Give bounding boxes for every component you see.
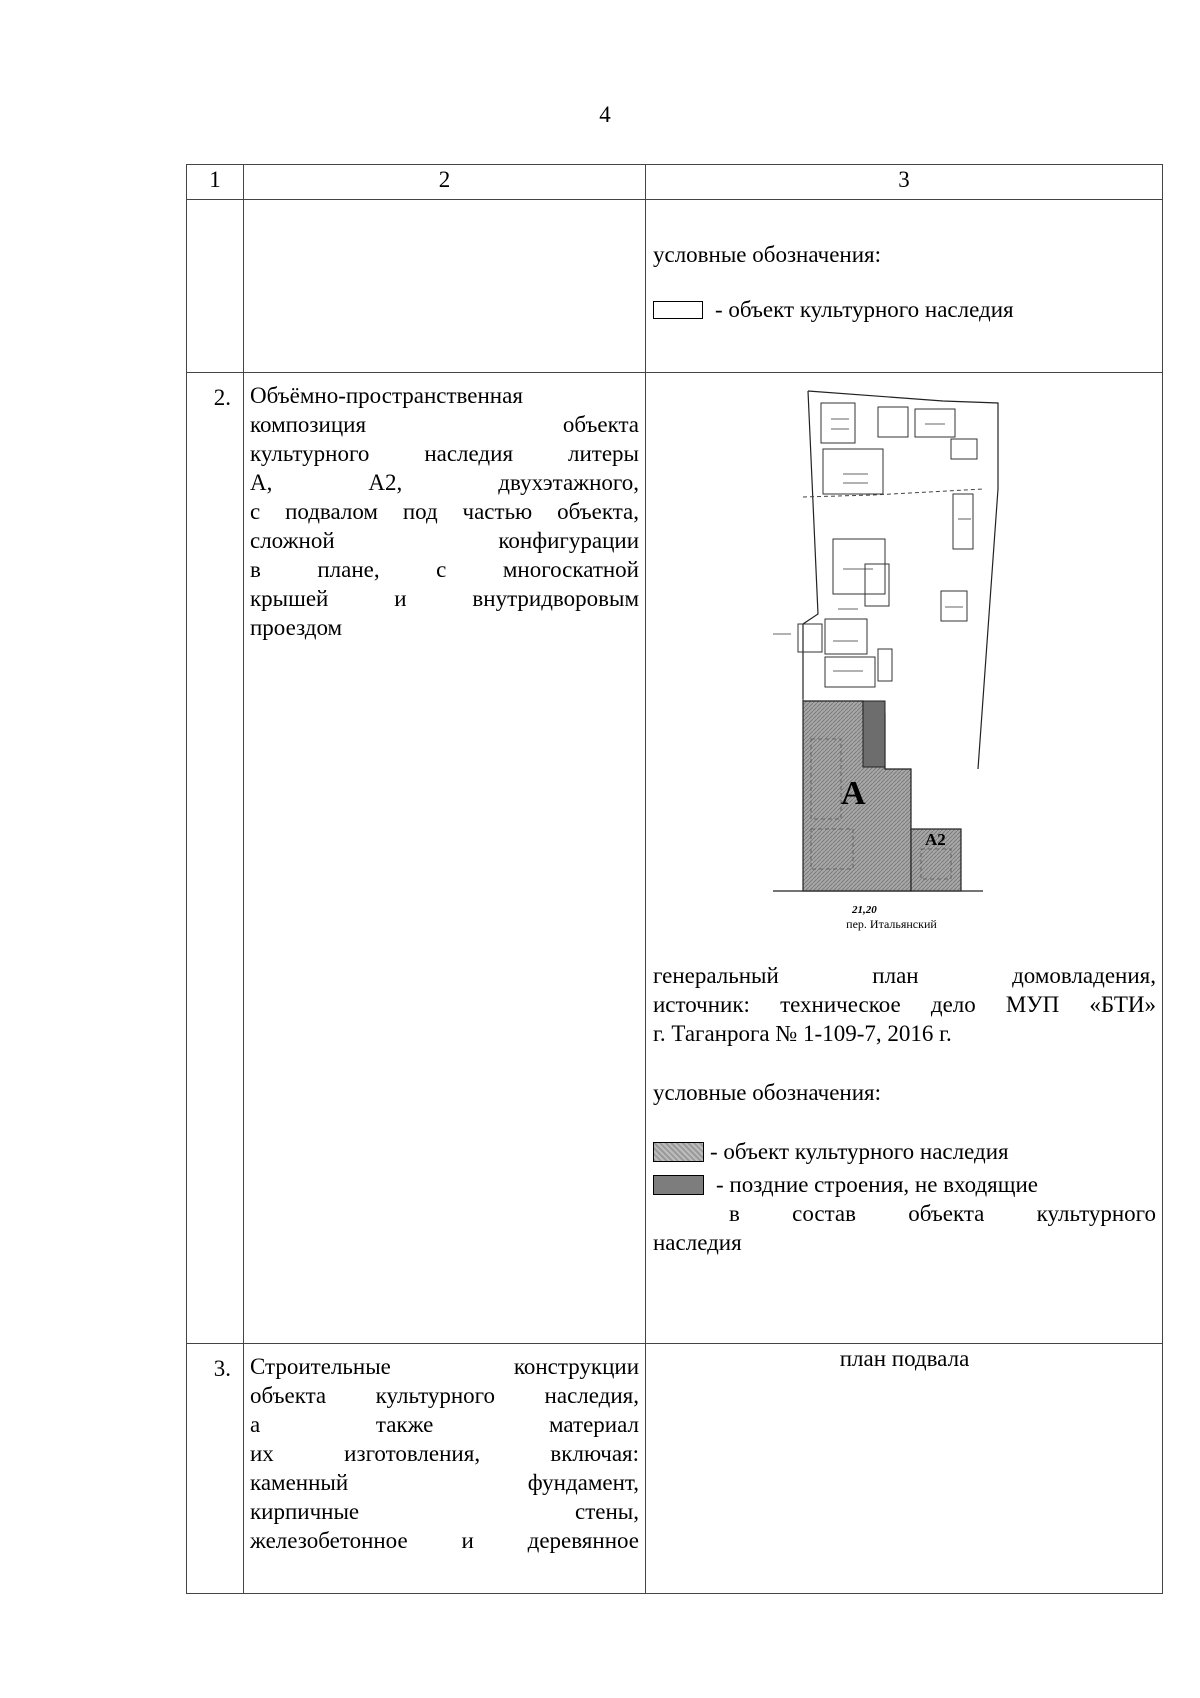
desc-line: Строительные конструкции	[250, 1354, 639, 1379]
source-line: генеральный план домовладения,	[653, 963, 1156, 988]
legend-title: условные обозначения:	[653, 1080, 882, 1105]
desc-line: с подвалом под частью объекта,	[250, 499, 639, 524]
legend-label: - поздние строения, не входящие	[716, 1172, 1038, 1197]
outline-swatch-icon	[653, 301, 703, 319]
legend-row	[653, 1170, 1156, 1199]
header-cell-2: 2	[244, 165, 646, 200]
page-number: 4	[599, 102, 611, 127]
basement-plan-title: план подвала	[839, 1346, 970, 1371]
source-line: источник: техническое дело МУП «БТИ»	[653, 992, 1156, 1017]
row2-description	[244, 373, 646, 1344]
legend	[653, 1137, 1156, 1257]
row2-number: 2.	[187, 373, 244, 1344]
legend-label: - объект культурного наследия	[715, 297, 1014, 322]
legend-row	[653, 295, 1156, 324]
desc-line: а также материал	[250, 1412, 639, 1437]
table-row	[187, 200, 1163, 373]
table-header-row	[187, 165, 1163, 200]
header-cell-3: 3	[646, 165, 1163, 200]
lot-boundary-left	[803, 391, 818, 699]
row3-number: 3.	[187, 1344, 244, 1594]
table-row	[187, 1344, 1163, 1594]
yard-line	[803, 489, 983, 497]
legend-label-cont: в состав объекта культурного	[729, 1201, 1156, 1226]
heritage-table	[186, 164, 1163, 1594]
desc-line: крышей и внутридворовым	[250, 586, 639, 611]
desc-line: культурного наследия литеры	[250, 441, 639, 466]
row1-legend-cell	[646, 200, 1163, 373]
bottom-dimension: 21,20	[852, 904, 877, 916]
legend-label-cont: наследия	[653, 1230, 742, 1255]
hatched-swatch-icon	[653, 1142, 704, 1162]
desc-line: объекта культурного наследия,	[250, 1383, 639, 1408]
desc-line: каменный фундамент,	[250, 1470, 639, 1495]
desc-line: Объёмно-пространственная	[250, 383, 523, 408]
label-a: А	[841, 775, 866, 812]
header-cell-1: 1	[187, 165, 244, 200]
site-plan	[653, 379, 1156, 1001]
row1-desc-cell	[244, 200, 646, 373]
desc-line: их изготовления, включая:	[250, 1441, 639, 1466]
desc-line: проездом	[250, 615, 343, 640]
legend-label: - объект культурного наследия	[710, 1139, 1009, 1164]
street-label: пер. Итальянский	[846, 917, 937, 931]
source-line: г. Таганрога № 1-109-7, 2016 г.	[653, 1021, 952, 1046]
legend-title: условные обозначения:	[653, 242, 882, 267]
table-row	[187, 373, 1163, 1344]
later-structure	[863, 701, 885, 767]
row3-description	[244, 1344, 646, 1594]
row2-plan-cell	[646, 373, 1163, 1344]
desc-line: композиция объекта	[250, 412, 639, 437]
desc-line: сложной конфигурации	[250, 528, 639, 553]
desc-line: А, А2, двухэтажного,	[250, 470, 639, 495]
desc-line: в плане, с многоскатной	[250, 557, 639, 582]
label-a2: А2	[925, 830, 946, 849]
legend-row	[653, 1137, 1156, 1166]
desc-line: железобетонное и деревянное	[250, 1528, 639, 1553]
outbuildings	[798, 403, 977, 687]
site-plan-drawing	[653, 379, 1170, 1001]
dark-swatch-icon	[653, 1175, 704, 1195]
desc-line: кирпичные стены,	[250, 1499, 639, 1524]
row3-plan-cell	[646, 1344, 1163, 1594]
row1-num-cell	[187, 200, 244, 373]
